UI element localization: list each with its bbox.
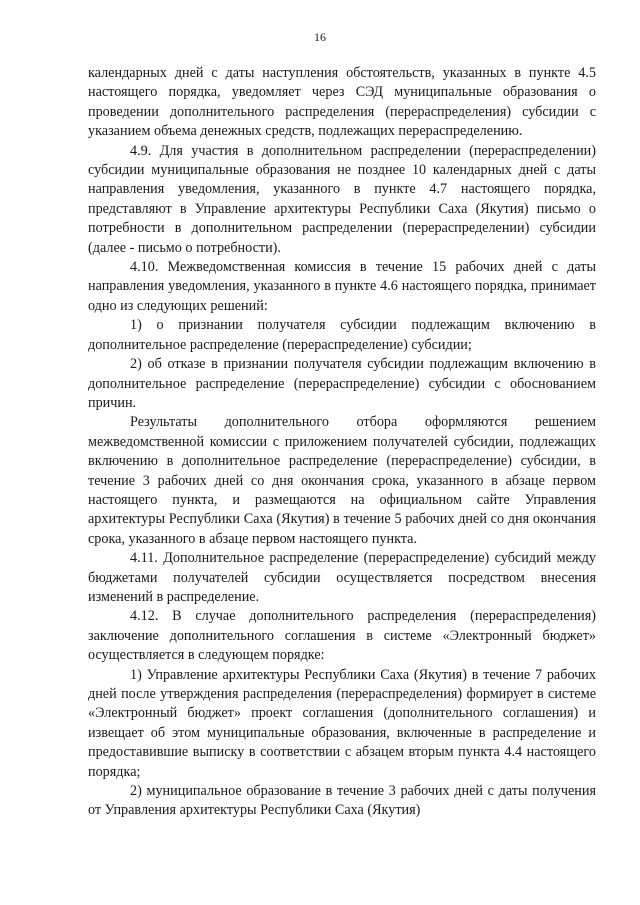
document-body (88, 64, 596, 821)
paragraph: 4.9. Для участия в дополнительном распределении (перераспределении) субсидии муниципальные образования не позднее 10 календарных дней с даты направления уведомления, указанного в пункте 4.7 настоящего порядка, представляют в Управление архитектуры Республики Саха (Якутия) письмо о потребности в дополнительном распределении (перераспределении) субсидии (далее - письмо о потребности). (88, 142, 596, 256)
paragraph: Результаты дополнительного отбора оформляются решением межведомственной комиссии с приложением получателей субсидии, подлежащих включению в дополнительное распределение (перераспределение) субсидии, в течение 3 рабочих дней со дня окончания срока, указанного в абзаце первом настоящего пункта, и размещаются на официальном сайте Управления архитектуры Республики Саха (Якутия) в течение 5 рабочих дней со дня окончания срока, указанного в абзаце первом настоящего пункта. (88, 414, 596, 547)
paragraph: 4.11. Дополнительное распределение (перераспределение) субсидий между бюджетами получателей субсидии осуществляется посредством внесения изменений в распределение. (88, 550, 596, 605)
paragraph: 2) муниципальное образование в течение 3 рабочих дней с даты получения от Управления архитектуры Республики Саха (Якутия) (88, 783, 596, 819)
paragraph: 2) об отказе в признании получателя субсидии подлежащим включению в дополнительное распределение (перераспределение) субсидии с обоснованием причин. (88, 356, 596, 411)
page-number: 16 (314, 30, 326, 44)
paragraph: 1) о признании получателя субсидии подлежащим включению в дополнительное распределение (перераспределение) субсидии; (88, 317, 596, 353)
paragraph: календарных дней с даты наступления обстоятельств, указанных в пункте 4.5 настоящего порядка, уведомляет через СЭД муниципальные образования о проведении дополнительного распределения (перераспределения) субсидии с указанием объема денежных средств, подлежащих перераспределению. (88, 65, 596, 140)
paragraph: 1) Управление архитектуры Республики Саха (Якутия) в течение 7 рабочих дней после утверждения распределения (перераспределения) формирует в системе «Электронный бюджет» проект соглашения (дополнительного соглашения) и извещает об этом муниципальные образования, включенные в распределение и предоставившие выписку в соответствии с абзацем вторым пункта 4.4 настоящего порядка; (88, 666, 596, 780)
paragraph: 4.12. В случае дополнительного распределения (перераспределения) заключение дополнительного соглашения в системе «Электронный бюджет» осуществляется в следующем порядке: (88, 608, 596, 664)
paragraph: 4.10. Межведомственная комиссия в течение 15 рабочих дней с даты направления уведомления, указанного в пункте 4.6 настоящего порядка, принимает одно из следующих решений: (88, 259, 596, 314)
